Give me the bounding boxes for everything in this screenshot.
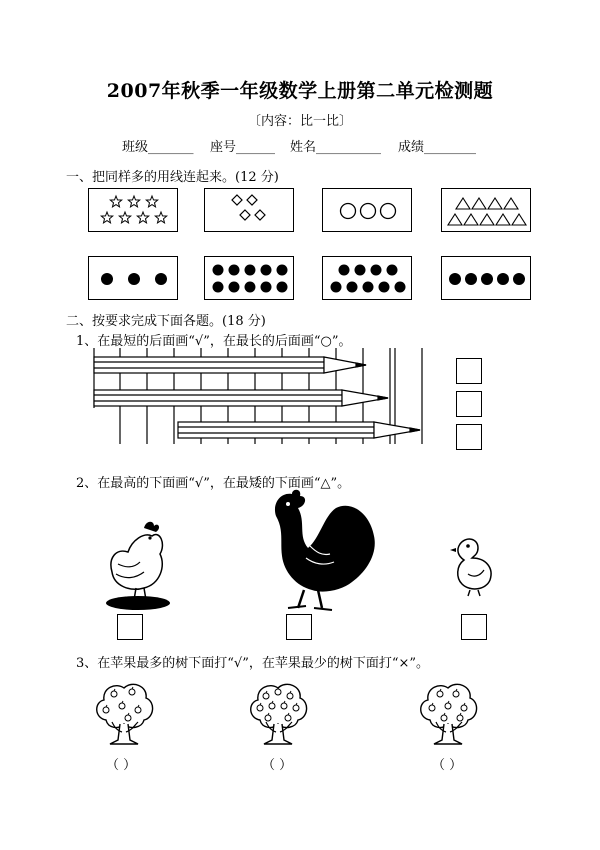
dot-icon: [481, 273, 493, 285]
apple-icon: [437, 691, 443, 697]
section2-heading: 二、按要求完成下面各题。(18 分): [66, 314, 266, 329]
dots-group-4: [442, 257, 532, 301]
apple-icon: [429, 705, 435, 711]
dot-icon: [347, 282, 358, 293]
pencil-1: [94, 357, 366, 373]
circle-icon: [361, 204, 376, 219]
dots-group-2: [205, 257, 295, 301]
pencil-2: [94, 390, 388, 406]
class-field: 班级_______: [122, 140, 194, 155]
answer-paren-tree-1[interactable]: （ ）: [106, 758, 137, 773]
dot-icon: [371, 265, 382, 276]
question-2: 2、在最高的下面画“√”，在最矮的下面画“△”。: [76, 476, 351, 491]
dot-icon: [101, 273, 113, 285]
question-1: 1、在最短的后面画“√”，在最长的后面画“○”。: [76, 334, 352, 349]
dot-icon: [213, 282, 224, 293]
question-3: 3、在苹果最多的树下面打“√”，在苹果最少的树下面打“×”。: [76, 656, 430, 671]
apple-icon: [293, 705, 299, 711]
triangle-icon: [448, 214, 462, 225]
section1-heading: 一、把同样多的用线连起来。(12 分): [66, 170, 279, 185]
diamond-icon: [232, 195, 242, 205]
apple-icon: [269, 703, 275, 709]
star-icon: [110, 196, 121, 207]
diamond-icon: [247, 195, 257, 205]
page-title: 2007年秋季一年级数学上册第二单元检测题: [106, 80, 494, 102]
top-box-diamonds: [204, 188, 294, 232]
star-icon: [155, 212, 166, 223]
star-icon: [146, 196, 157, 207]
dot-icon: [395, 282, 406, 293]
top-box-stars: [88, 188, 178, 232]
circles-group: [323, 189, 413, 233]
apple-icon: [461, 705, 467, 711]
apple-icon: [257, 705, 263, 711]
answer-box-pencil-1[interactable]: [456, 358, 482, 384]
bottom-box-3: [322, 256, 412, 300]
dot-icon: [245, 282, 256, 293]
triangles-group: [442, 189, 532, 233]
diamond-icon: [240, 210, 250, 220]
star-icon: [128, 196, 139, 207]
apple-icon: [287, 693, 293, 699]
dot-icon: [155, 273, 167, 285]
triangle-icon: [464, 214, 478, 225]
chick-icon: [446, 534, 498, 598]
pencil-3: [178, 422, 420, 438]
answer-paren-tree-3[interactable]: （ ）: [432, 758, 463, 773]
apple-icon: [441, 715, 447, 721]
dot-icon: [387, 265, 398, 276]
dot-icon: [277, 282, 288, 293]
dot-icon: [339, 265, 350, 276]
dot-icon: [229, 282, 240, 293]
stars-group: [89, 189, 179, 233]
apple-icon: [445, 703, 451, 709]
answer-box-rooster[interactable]: [286, 614, 312, 640]
tree-1-icon: [92, 680, 156, 750]
dot-icon: [355, 265, 366, 276]
apple-icon: [129, 689, 135, 695]
dot-icon: [465, 273, 477, 285]
answer-paren-tree-2[interactable]: （ ）: [262, 758, 293, 773]
triangle-icon: [504, 198, 518, 209]
dot-icon: [261, 265, 272, 276]
triangle-icon: [456, 198, 470, 209]
rooster-icon: [262, 486, 382, 614]
dot-icon: [128, 273, 140, 285]
dot-icon: [261, 282, 272, 293]
seat-field: 座号______: [210, 140, 276, 155]
dot-icon: [513, 273, 525, 285]
pencils-figure: [90, 348, 430, 446]
dot-icon: [245, 265, 256, 276]
dots-group-3: [323, 257, 413, 301]
triangle-icon: [512, 214, 526, 225]
circle-icon: [381, 204, 396, 219]
dot-icon: [363, 282, 374, 293]
apple-icon: [111, 691, 117, 697]
dot-icon: [379, 282, 390, 293]
dot-icon: [497, 273, 509, 285]
star-icon: [101, 212, 112, 223]
star-icon: [119, 212, 130, 223]
apple-icon: [453, 691, 459, 697]
dot-icon: [277, 265, 288, 276]
page-subtitle: 〔内容：比一比〕: [247, 114, 352, 129]
triangle-icon: [472, 198, 486, 209]
dot-icon: [229, 265, 240, 276]
answer-box-pencil-2[interactable]: [456, 391, 482, 417]
answer-box-hen[interactable]: [117, 614, 143, 640]
apple-icon: [103, 707, 109, 713]
apple-icon: [275, 689, 281, 695]
bottom-box-4: [441, 256, 531, 300]
score-field: 成绩________: [398, 140, 477, 155]
star-icon: [137, 212, 148, 223]
tree-2-icon: [246, 680, 310, 750]
name-field: 姓名__________: [290, 140, 382, 155]
dot-icon: [449, 273, 461, 285]
diamonds-group: [205, 189, 295, 233]
answer-box-pencil-3[interactable]: [456, 424, 482, 450]
top-box-circles: [322, 188, 412, 232]
dot-icon: [213, 265, 224, 276]
apple-icon: [119, 703, 125, 709]
apple-icon: [281, 703, 287, 709]
tree-3-icon: [416, 680, 480, 750]
answer-box-chick[interactable]: [461, 614, 487, 640]
bottom-box-2: [204, 256, 294, 300]
bottom-box-1: [88, 256, 178, 300]
top-box-triangles: [441, 188, 531, 232]
apple-icon: [457, 715, 463, 721]
apple-icon: [265, 715, 271, 721]
circle-icon: [341, 204, 356, 219]
apple-icon: [285, 715, 291, 721]
triangle-icon: [480, 214, 494, 225]
triangle-icon: [488, 198, 502, 209]
apple-icon: [263, 693, 269, 699]
apple-icon: [125, 715, 131, 721]
hen-icon: [100, 514, 170, 614]
apple-icon: [135, 707, 141, 713]
dot-icon: [331, 282, 342, 293]
dots-group-1: [89, 257, 179, 301]
triangle-icon: [496, 214, 510, 225]
diamond-icon: [255, 210, 265, 220]
